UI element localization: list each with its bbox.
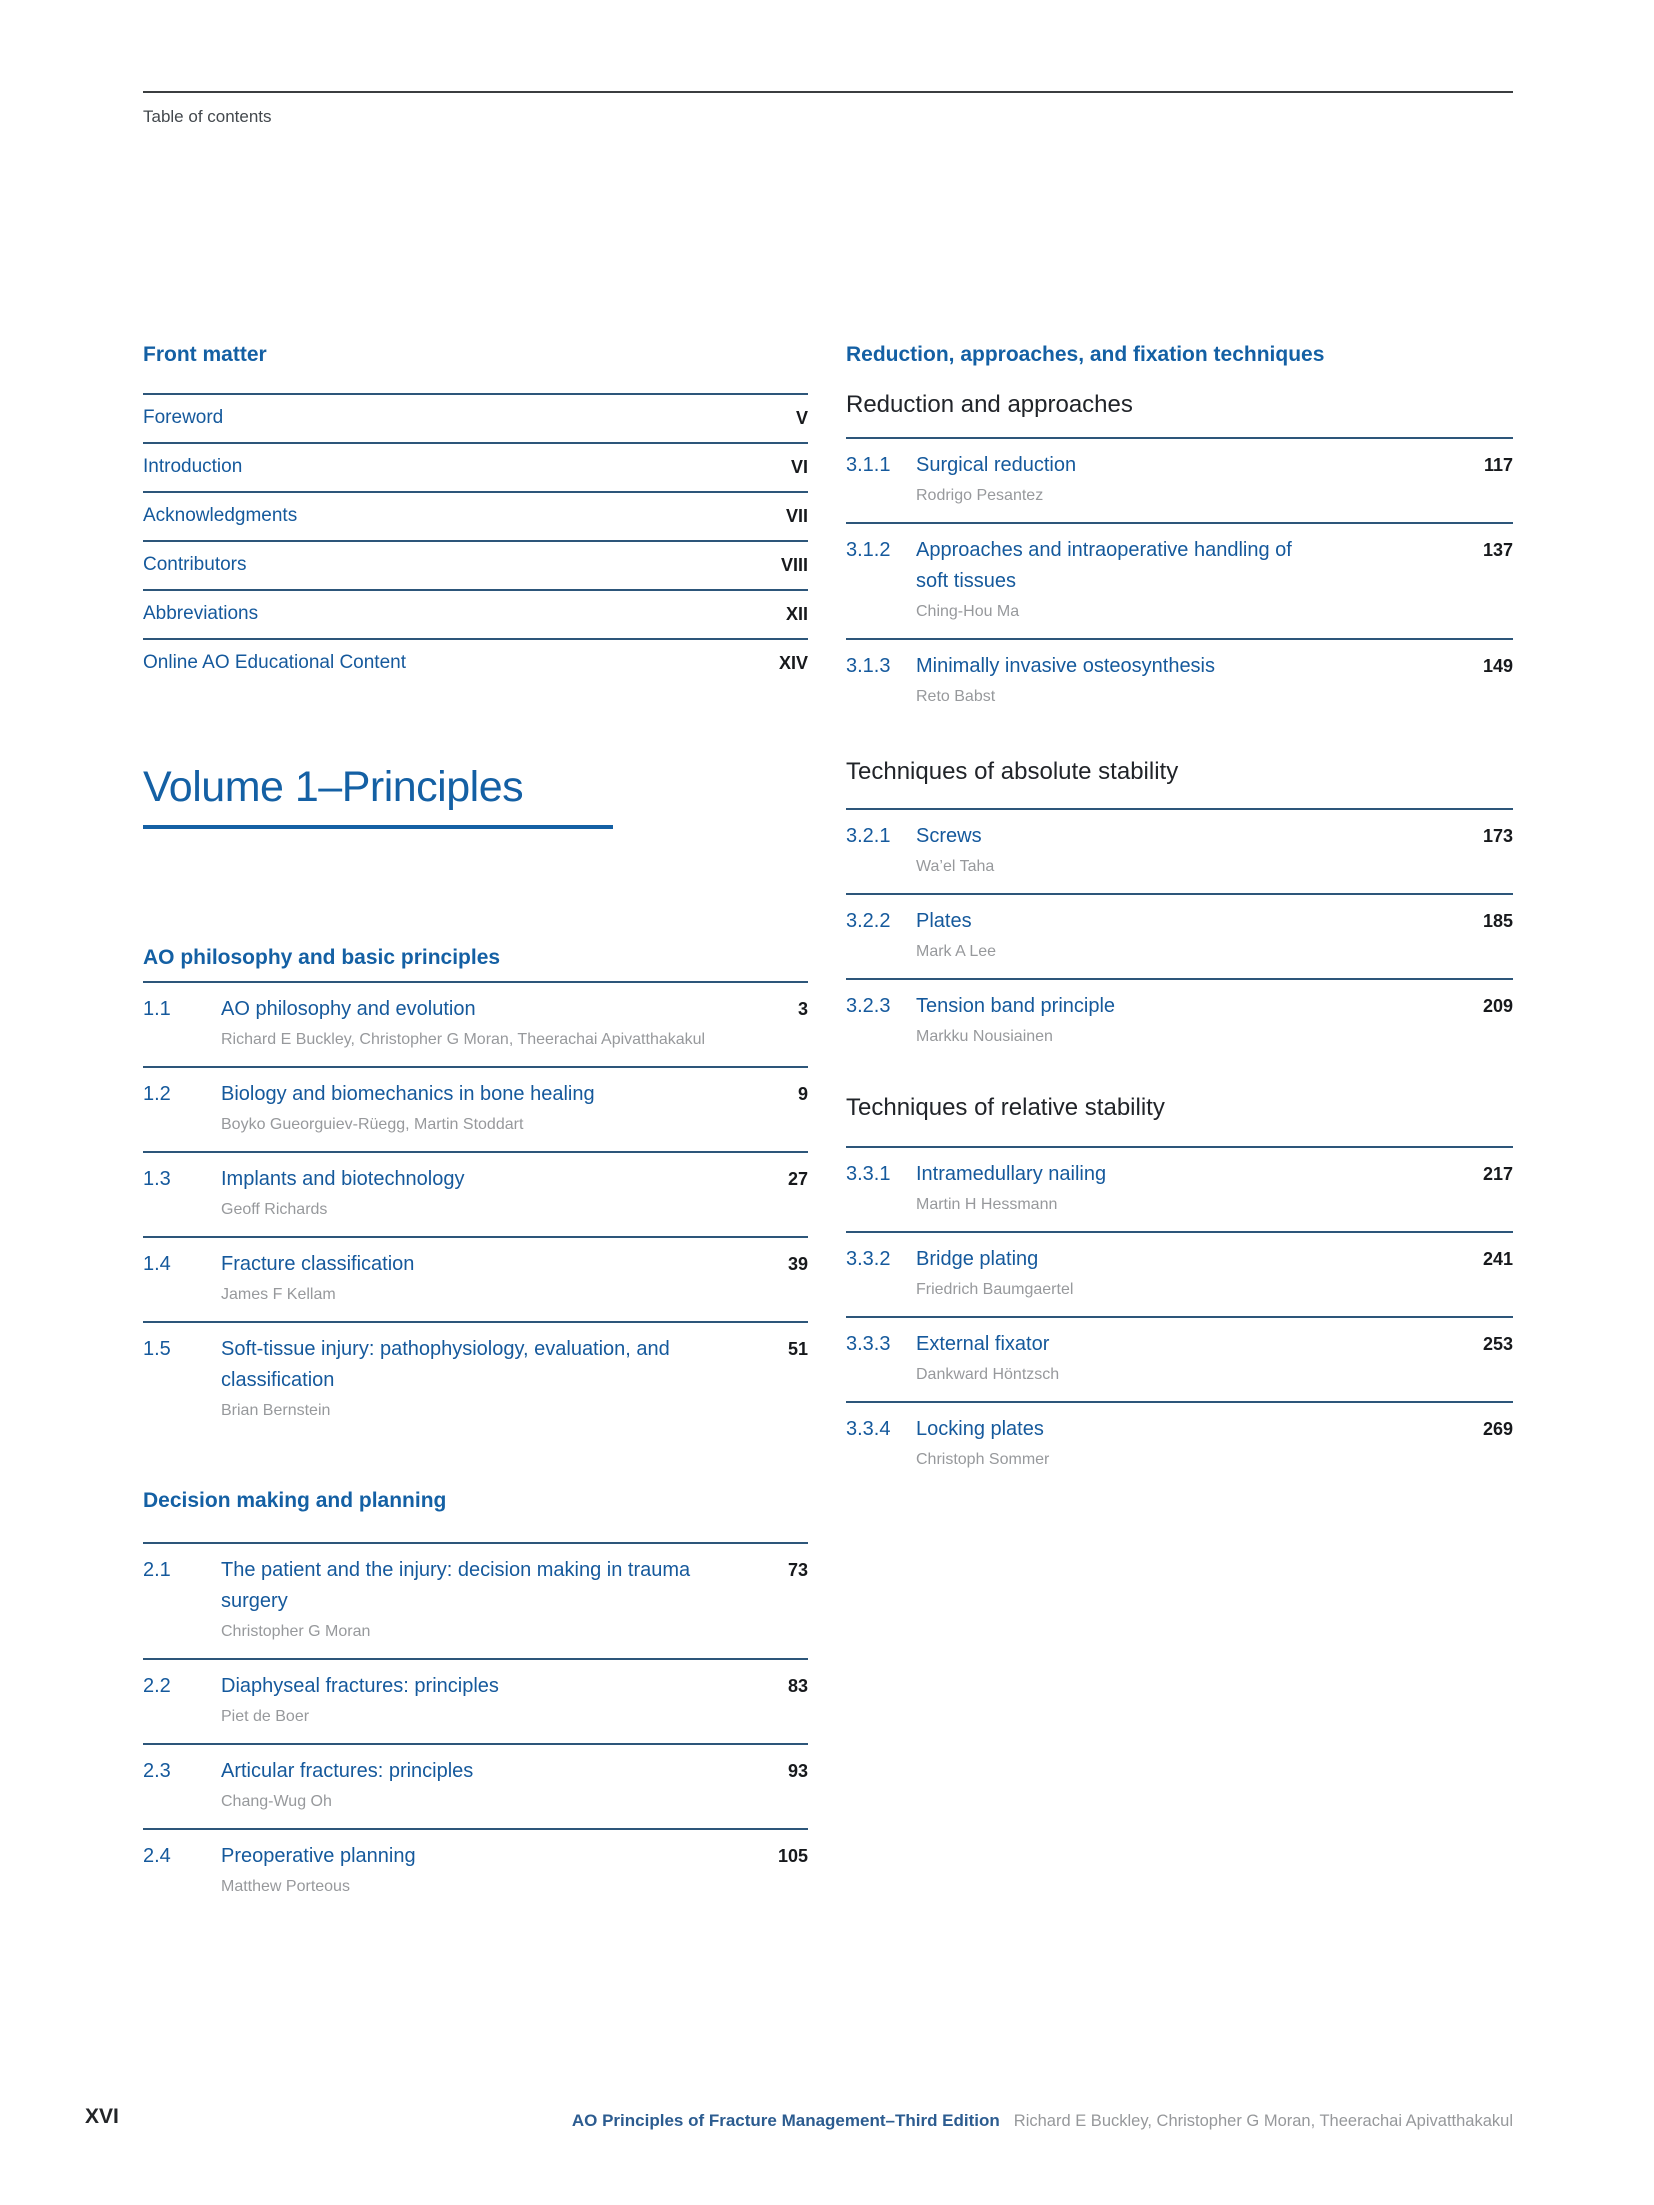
toc-item	[846, 1316, 1513, 1401]
toc-item-head	[846, 1159, 1513, 1190]
toc-item-head	[846, 651, 1513, 682]
chapter-number: 2.3	[143, 1760, 171, 1782]
toc-item	[143, 1151, 808, 1236]
toc-item-head	[143, 1841, 808, 1872]
front-matter-heading: Front matter	[143, 343, 267, 366]
group-absolute-stability	[846, 757, 1513, 1063]
footer-running-title	[572, 2110, 1513, 2132]
chapter-authors: Markku Nousiainen	[916, 1028, 1053, 1045]
group-list-reduction-and-approaches	[846, 437, 1513, 723]
section-list-ao-philosophy	[143, 981, 808, 1437]
toc-item	[846, 893, 1513, 978]
toc-item-head	[143, 1164, 808, 1195]
chapter-page-number: 27	[787, 1169, 808, 1189]
front-matter-table	[143, 393, 808, 687]
front-matter-row	[143, 540, 808, 589]
chapter-title[interactable]: Tension band principle	[916, 995, 1116, 1017]
chapter-number: 3.1.1	[846, 454, 891, 476]
chapter-authors: Reto Babst	[916, 688, 996, 705]
chapter-page-number: 253	[1482, 1334, 1513, 1354]
chapter-authors: Chang-Wug Oh	[221, 1793, 332, 1810]
toc-item-head	[846, 1244, 1513, 1275]
chapter-page-number: 73	[787, 1560, 808, 1580]
subheading-relative-stability: Techniques of relative stability	[846, 1094, 1165, 1121]
chapter-number: 2.4	[143, 1845, 171, 1867]
front-matter-row	[143, 589, 808, 638]
toc-item	[143, 1321, 808, 1437]
front-matter-title[interactable]: Foreword	[143, 407, 224, 428]
chapter-title[interactable]: Diaphyseal fractures: principles	[221, 1675, 499, 1697]
chapter-authors: Mark A Lee	[916, 943, 997, 960]
toc-item	[846, 1231, 1513, 1316]
chapter-number: 1.3	[143, 1168, 171, 1190]
chapter-title[interactable]: Biology and biomechanics in bone healing	[221, 1083, 595, 1105]
group-reduction-and-approaches	[846, 390, 1513, 723]
toc-item-head	[846, 1414, 1513, 1445]
toc-item-head	[143, 994, 808, 1025]
chapter-title[interactable]: Approaches and intraoperative handling of soft tissues	[916, 539, 1292, 592]
chapter-page-number: 117	[1483, 455, 1513, 475]
chapter-title[interactable]: Intramedullary nailing	[916, 1163, 1107, 1185]
chapter-authors: Rodrigo Pesantez	[916, 487, 1044, 504]
chapter-page-number: 173	[1482, 826, 1513, 846]
toc-item-head	[143, 1756, 808, 1787]
chapter-page-number: 3	[797, 999, 808, 1019]
toc-item-head	[143, 1249, 808, 1280]
toc-item-head	[143, 1079, 808, 1110]
front-matter-page-number: VIII	[780, 555, 808, 575]
chapter-page-number: 137	[1482, 540, 1513, 560]
toc-item-head	[846, 906, 1513, 937]
front-matter-page-number: VI	[790, 457, 808, 477]
section-heading-ao-philosophy: AO philosophy and basic principles	[143, 946, 501, 969]
chapter-title[interactable]: Implants and biotechnology	[221, 1168, 465, 1190]
chapter-page-number: 105	[777, 1846, 808, 1866]
chapter-authors: Martin H Hessmann	[916, 1196, 1058, 1213]
front-matter-page-number: V	[795, 408, 808, 428]
chapter-authors: Friedrich Baumgaertel	[916, 1281, 1074, 1298]
chapter-number: 1.5	[143, 1338, 171, 1360]
section-list-decision-making	[143, 1542, 808, 1913]
toc-item-head	[143, 1334, 808, 1396]
chapter-authors: Richard E Buckley, Christopher G Moran, Theerachai Apivatthakakul	[221, 1031, 706, 1048]
chapter-authors: Matthew Porteous	[221, 1878, 350, 1895]
toc-item	[846, 1146, 1513, 1231]
chapter-title[interactable]: Screws	[916, 825, 982, 847]
footer-book-authors: Richard E Buckley, Christopher G Moran, Theerachai Apivatthakakul	[1013, 2112, 1513, 2130]
toc-item-head	[143, 1555, 808, 1617]
front-matter-row	[143, 442, 808, 491]
group-relative-stability	[846, 1093, 1513, 1486]
toc-item	[143, 1743, 808, 1828]
toc-item	[143, 1658, 808, 1743]
chapter-number: 2.1	[143, 1559, 171, 1581]
chapter-authors: Wa’el Taha	[916, 858, 995, 875]
toc-item	[846, 808, 1513, 893]
subheading-absolute-stability: Techniques of absolute stability	[846, 758, 1179, 785]
chapter-authors: Boyko Gueorguiev-Rüegg, Martin Stoddart	[221, 1116, 524, 1133]
toc-item-head	[846, 450, 1513, 481]
chapter-number: 2.2	[143, 1675, 171, 1697]
chapter-title[interactable]: Soft-tissue injury: pathophysiology, evaluation, and classification	[221, 1338, 670, 1391]
chapter-page-number: 217	[1482, 1164, 1513, 1184]
front-matter-row	[143, 638, 808, 687]
chapter-authors: Christopher G Moran	[221, 1623, 371, 1640]
chapter-authors: Brian Bernstein	[221, 1402, 331, 1419]
volume-title-underline	[143, 825, 613, 829]
toc-item	[143, 1828, 808, 1913]
chapter-number: 3.3.2	[846, 1248, 891, 1270]
chapter-number: 1.2	[143, 1083, 171, 1105]
chapter-page-number: 9	[797, 1084, 808, 1104]
chapter-page-number: 241	[1482, 1249, 1513, 1269]
chapter-title[interactable]: Plates	[916, 910, 972, 932]
chapter-page-number: 83	[787, 1676, 808, 1696]
chapter-title[interactable]: Articular fractures: principles	[221, 1760, 474, 1782]
section-heading-reduction-fixation: Reduction, approaches, and fixation techniques	[846, 343, 1325, 366]
toc-item	[846, 978, 1513, 1063]
chapter-title[interactable]: Preoperative planning	[221, 1845, 416, 1867]
volume-title: Volume 1–Principles	[143, 763, 524, 811]
footer-book-title: AO Principles of Fracture Management–Third Edition	[571, 2111, 1000, 2130]
front-matter-title[interactable]: Introduction	[143, 456, 243, 477]
left-column	[143, 0, 808, 1913]
front-matter-page-number: VII	[785, 506, 808, 526]
chapter-authors: James F Kellam	[221, 1286, 336, 1303]
toc-item	[846, 1401, 1513, 1486]
front-matter-title[interactable]: Online AO Educational Content	[143, 652, 407, 673]
front-matter-row	[143, 393, 808, 442]
chapter-number: 1.4	[143, 1253, 171, 1275]
chapter-authors: Geoff Richards	[221, 1201, 328, 1218]
chapter-number: 3.1.2	[846, 539, 891, 561]
chapter-page-number: 93	[787, 1761, 808, 1781]
chapter-authors: Ching-Hou Ma	[916, 603, 1020, 620]
front-matter-page-number: XIV	[778, 653, 808, 673]
front-matter-title[interactable]: Acknowledgments	[143, 505, 298, 526]
toc-item	[143, 981, 808, 1066]
chapter-number: 3.3.4	[846, 1418, 891, 1440]
chapter-authors: Dankward Höntzsch	[916, 1366, 1060, 1383]
chapter-number: 3.1.3	[846, 655, 891, 677]
toc-item-head	[846, 991, 1513, 1022]
chapter-number: 3.2.2	[846, 910, 891, 932]
group-list-relative-stability	[846, 1146, 1513, 1486]
chapter-number: 3.2.3	[846, 995, 891, 1017]
chapter-authors: Christoph Sommer	[916, 1451, 1050, 1468]
toc-item-head	[846, 1329, 1513, 1360]
toc-item	[143, 1066, 808, 1151]
right-column	[846, 0, 1513, 1486]
chapter-number: 3.3.3	[846, 1333, 891, 1355]
chapter-authors: Piet de Boer	[221, 1708, 310, 1725]
chapter-title[interactable]: Minimally invasive osteosynthesis	[916, 655, 1216, 677]
chapter-title[interactable]: AO philosophy and evolution	[221, 998, 476, 1020]
chapter-page-number: 209	[1482, 996, 1513, 1016]
chapter-page-number: 269	[1482, 1419, 1513, 1439]
chapter-page-number: 149	[1482, 656, 1513, 676]
chapter-title[interactable]: Fracture classification	[221, 1253, 415, 1275]
chapter-number: 3.3.1	[846, 1163, 891, 1185]
chapter-number: 3.2.1	[846, 825, 891, 847]
chapter-title[interactable]: Bridge plating	[916, 1248, 1039, 1270]
chapter-title[interactable]: Locking plates	[916, 1418, 1044, 1440]
front-matter-page-number: XII	[785, 604, 808, 624]
page-header-label: Table of contents	[143, 107, 272, 126]
toc-item-head	[846, 821, 1513, 852]
group-list-absolute-stability	[846, 808, 1513, 1063]
toc-item-head	[846, 535, 1513, 597]
front-matter-title[interactable]: Abbreviations	[143, 603, 259, 624]
chapter-title[interactable]: Surgical reduction	[916, 454, 1077, 476]
toc-item	[846, 522, 1513, 638]
toc-item	[846, 437, 1513, 522]
chapter-page-number: 39	[787, 1254, 808, 1274]
subheading-reduction-and-approaches: Reduction and approaches	[846, 391, 1133, 418]
front-matter-title[interactable]: Contributors	[143, 554, 247, 575]
toc-item	[143, 1542, 808, 1658]
toc-item	[846, 638, 1513, 723]
footer-page-number: XVI	[85, 2105, 119, 2128]
chapter-title[interactable]: External fixator	[916, 1333, 1050, 1355]
chapter-number: 1.1	[143, 998, 171, 1020]
chapter-page-number: 51	[787, 1339, 808, 1359]
toc-item-head	[143, 1671, 808, 1702]
toc-item	[143, 1236, 808, 1321]
chapter-title[interactable]: The patient and the injury: decision making in trauma surgery	[221, 1559, 691, 1612]
front-matter-row	[143, 491, 808, 540]
chapter-page-number: 185	[1482, 911, 1513, 931]
section-heading-decision-making: Decision making and planning	[143, 1489, 447, 1512]
